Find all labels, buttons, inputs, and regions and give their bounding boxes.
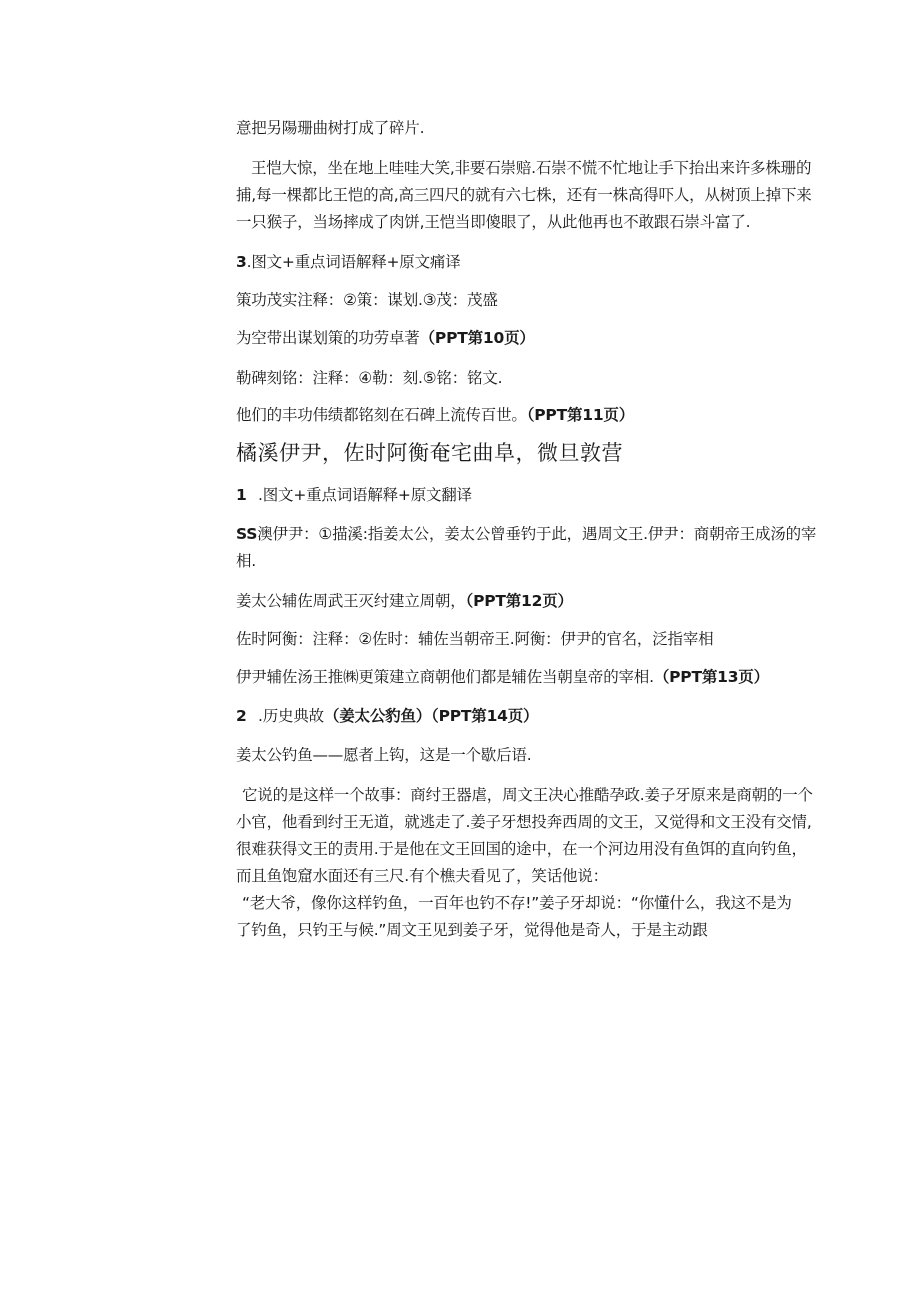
- ppt-page-ref: （PPT第12页）: [465, 592, 573, 610]
- paragraph-line: 意把另陽珊曲树打成了碎片.: [236, 119, 425, 137]
- section-heading: [236, 706, 538, 726]
- line-text: 伊尹辅佐汤王推㈱更策建立商朝他们都是辅佐当朝皇帝的宰相.: [236, 668, 654, 686]
- line-text: 姜太公辅佐周武王灭纣建立周朝，: [236, 592, 466, 610]
- paragraph-line: 很难获得文王的责用.于是他在文王回国的途中，在一个河边用没有鱼饵的直向钓鱼，: [236, 840, 807, 858]
- ppt-page-ref: （PPT第13页）: [653, 668, 769, 686]
- section-title: .图文+重点词语解释+原文翻译: [258, 486, 472, 504]
- ppt-page-ref: （PPT第11页）: [526, 406, 635, 424]
- paragraph-line: 策功茂实注释：②策：谋划.③茂：茂盛: [236, 291, 498, 309]
- paragraph-line: 佐时阿衡：注释：②佐时：辅佐当朝帝王.阿衡：伊尹的官名，泛指宰相: [236, 630, 714, 648]
- line-text: 澳伊尹：①描溪:指姜太公，姜太公曾垂钓于此，遇周文王.伊尹：商朝帝王成汤的宰: [257, 525, 817, 543]
- paragraph-line: [236, 405, 634, 425]
- paragraph-line: 王恺大惊，坐在地上哇哇大笑,非要石崇赔.石崇不慌不忙地让手下抬出来许多株珊的: [251, 159, 812, 177]
- line-text: 为空带出谋划策的功劳卓著: [236, 329, 420, 347]
- paragraph-line: 姜太公钓鱼——愿者上钩，这是一个歇后语.: [236, 746, 532, 764]
- section-number: 1: [236, 486, 247, 504]
- line-prefix: SS: [236, 525, 258, 543]
- classical-text-heading: 橘溪伊尹，佐时阿衡奄宅曲阜，微旦敦营: [236, 441, 623, 465]
- paragraph-line: 它说的是这样一个故事：商纣王器虐，周文王决心推酷孕政.姜子牙原来是商朝的一个: [242, 786, 813, 804]
- paragraph-line: [236, 524, 816, 544]
- paragraph-line: “老大爷，像你这样钓鱼，一百年也钓不存!”姜子牙却说：“你懂什么，我这不是为: [242, 894, 792, 912]
- section-title: .图文+重点词语解释+原文痛译: [246, 253, 461, 271]
- line-text: 他们的丰功伟绩都铭刻在石碑上流传百世。: [236, 406, 527, 424]
- paragraph-line: [236, 328, 535, 348]
- paragraph-line: 了钓鱼，只钓王与候.”周文王见到姜子牙，觉得他是奇人，于是主动跟: [236, 921, 708, 939]
- section-subtitle: （姜太公豹鱼）: [323, 707, 432, 725]
- ppt-page-ref: （PPT第10页）: [419, 329, 535, 347]
- section-title: .历史典故: [258, 707, 324, 725]
- paragraph-line: 勒碑刻铭：注释：④勒：刻.⑤铭：铭文.: [236, 369, 503, 387]
- section-number: 2: [236, 707, 247, 725]
- paragraph-line: 而且鱼饱窟水面还有三尺.有个樵夫看见了，笑话他说：: [236, 867, 608, 885]
- paragraph-line: 一只猴子，当场摔成了肉饼,王恺当即傻眼了，从此他再也不敢跟石崇斗富了.: [236, 213, 751, 231]
- section-heading: [236, 485, 472, 505]
- paragraph-line: 相.: [236, 552, 257, 570]
- section-heading: [236, 252, 461, 272]
- ppt-page-ref: （PPT第14页）: [431, 707, 539, 725]
- paragraph-line: [236, 591, 573, 611]
- section-number: 3: [236, 253, 247, 271]
- paragraph-line: 小官，他看到纣王无道，就逃走了.姜子牙想投奔西周的文王，又觉得和文王没有交情,: [236, 813, 812, 831]
- paragraph-line: 捕,每一棵都比王恺的高,高三四尺的就有六七株，还有一株高得吓人，从树顶上掉下来: [236, 186, 812, 204]
- paragraph-line: [236, 667, 769, 687]
